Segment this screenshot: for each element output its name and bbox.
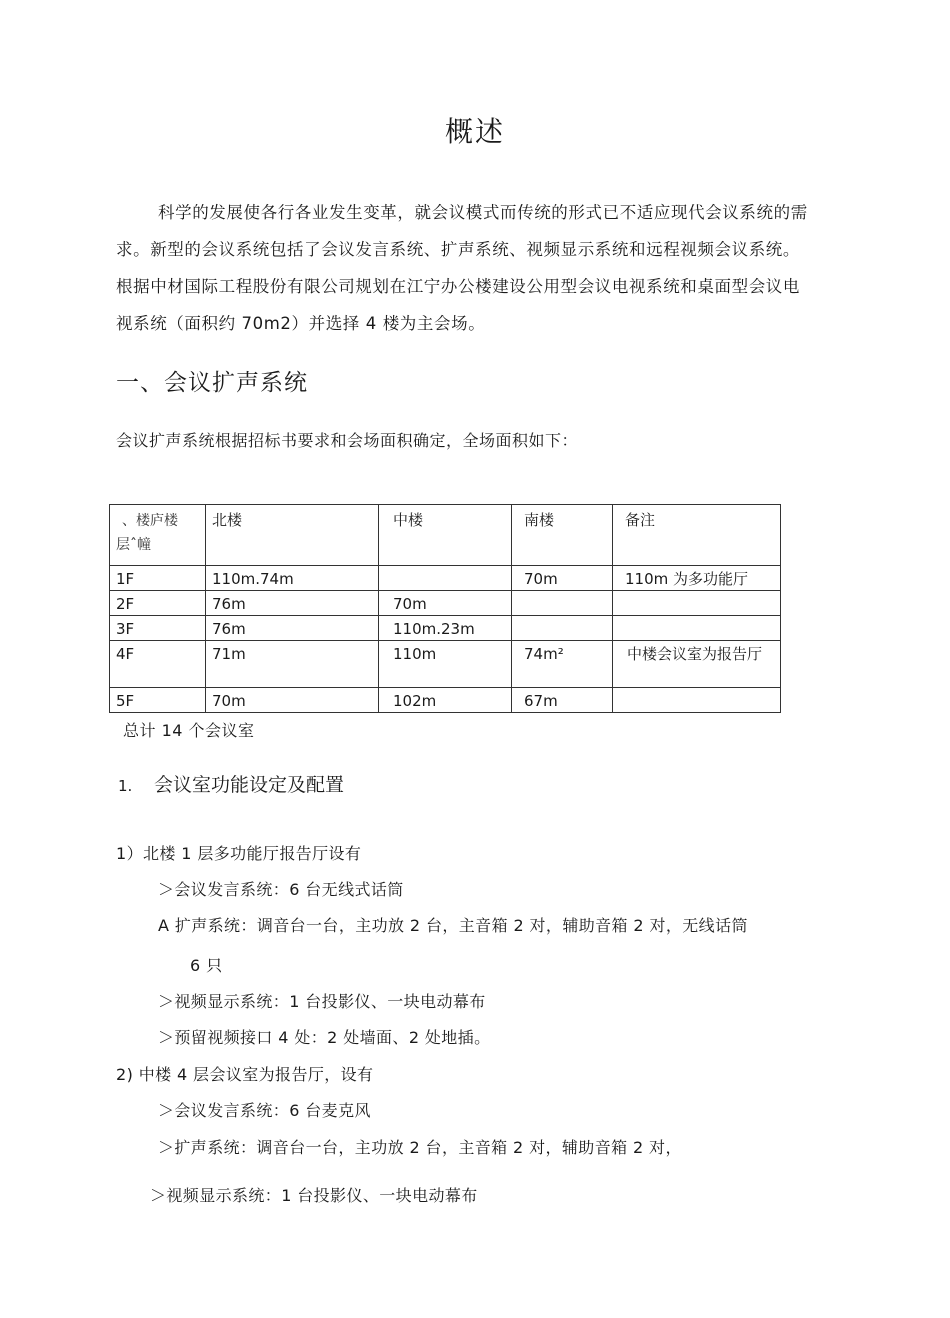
north-cell: 76m [206,616,379,641]
south-cell [512,591,613,616]
north-cell: 76m [206,591,379,616]
south-cell: 70m [512,566,613,591]
table-row [110,591,781,616]
floor-cell: 1F [110,566,206,591]
table-row [110,616,781,641]
header-note: 备注 [613,505,781,566]
page-title: 概述 [444,115,505,148]
intro-line-1: 科学的发展使各行各业发生变革，就会议模式而传统的形式已不适应现代会议系统的需 [158,203,808,222]
list-item: ＞预留视频接口 4 处：2 处墙面、2 处地插。 [158,1028,491,1047]
subsection-heading [118,770,344,797]
north-cell: 71m [206,641,379,688]
south-cell: 67m [512,688,613,713]
south-cell: 74m² [512,641,613,688]
table-row [110,641,781,688]
list-item: 6 只 [190,956,223,975]
intro-line-4: 视系统（面积约 70m2）并选择 4 楼为主会场。 [116,314,486,333]
floor-cell: 3F [110,616,206,641]
subsection-number: 1. [118,777,133,795]
floor-cell: 2F [110,591,206,616]
floor-cell: 5F [110,688,206,713]
header-north: 北楼 [206,505,379,566]
middle-building-title: 2) 中楼 4 层会议室为报告厅，设有 [116,1065,374,1084]
table-row [110,566,781,591]
list-item: ＞视频显示系统：1 台投影仪、一块电动幕布 [150,1186,478,1205]
middle-cell: 110m [379,641,512,688]
table-row [110,688,781,713]
note-cell [613,688,781,713]
header-south: 南楼 [512,505,613,566]
list-item: A 扩声系统：调音台一台，主功放 2 台，主音箱 2 对，辅助音箱 2 对，无线话筒 [158,916,748,935]
note-cell: 中楼会议室为报告厅 [613,641,781,688]
header-middle: 中楼 [379,505,512,566]
north-building-title: 1）北楼 1 层多功能厅报告厅设有 [116,844,362,863]
corner-top-label: 、楼庐楼 [122,513,178,529]
middle-cell [379,566,512,591]
intro-line-3: 根据中材国际工程股份有限公司规划在江宁办公楼建设公用型会议电视系统和桌面型会议电 [116,277,800,296]
list-item: ＞会议发言系统：6 台无线式话筒 [158,880,404,899]
corner-cell [110,505,206,566]
north-cell: 70m [206,688,379,713]
table-total: 总计 14 个会议室 [123,721,255,740]
section-lead: 会议扩声系统根据招标书要求和会场面积确定，全场面积如下： [116,431,579,450]
floor-cell: 4F [110,641,206,688]
table-header-row [110,505,781,566]
list-item: ＞视频显示系统：1 台投影仪、一块电动幕布 [158,992,486,1011]
middle-cell: 110m.23m [379,616,512,641]
subsection-title: 会议室功能设定及配置 [154,774,345,796]
list-item: ＞扩声系统：调音台一台，主功放 2 台，主音箱 2 对，辅助音箱 2 对， [158,1138,682,1157]
middle-cell: 70m [379,591,512,616]
south-cell [512,616,613,641]
list-item: ＞会议发言系统：6 台麦克风 [158,1101,371,1120]
corner-bottom-label: 层ˆ幢 [116,537,151,553]
north-cell: 110m.74m [206,566,379,591]
note-cell [613,591,781,616]
intro-line-2: 求。新型的会议系统包括了会议发言系统、扩声系统、视频显示系统和远程视频会议系统。 [116,240,800,259]
note-cell [613,616,781,641]
note-cell: 110m 为多功能厅 [613,566,781,591]
section-heading: 一、会议扩声系统 [116,370,308,396]
middle-cell: 102m [379,688,512,713]
floor-area-table [109,504,781,713]
